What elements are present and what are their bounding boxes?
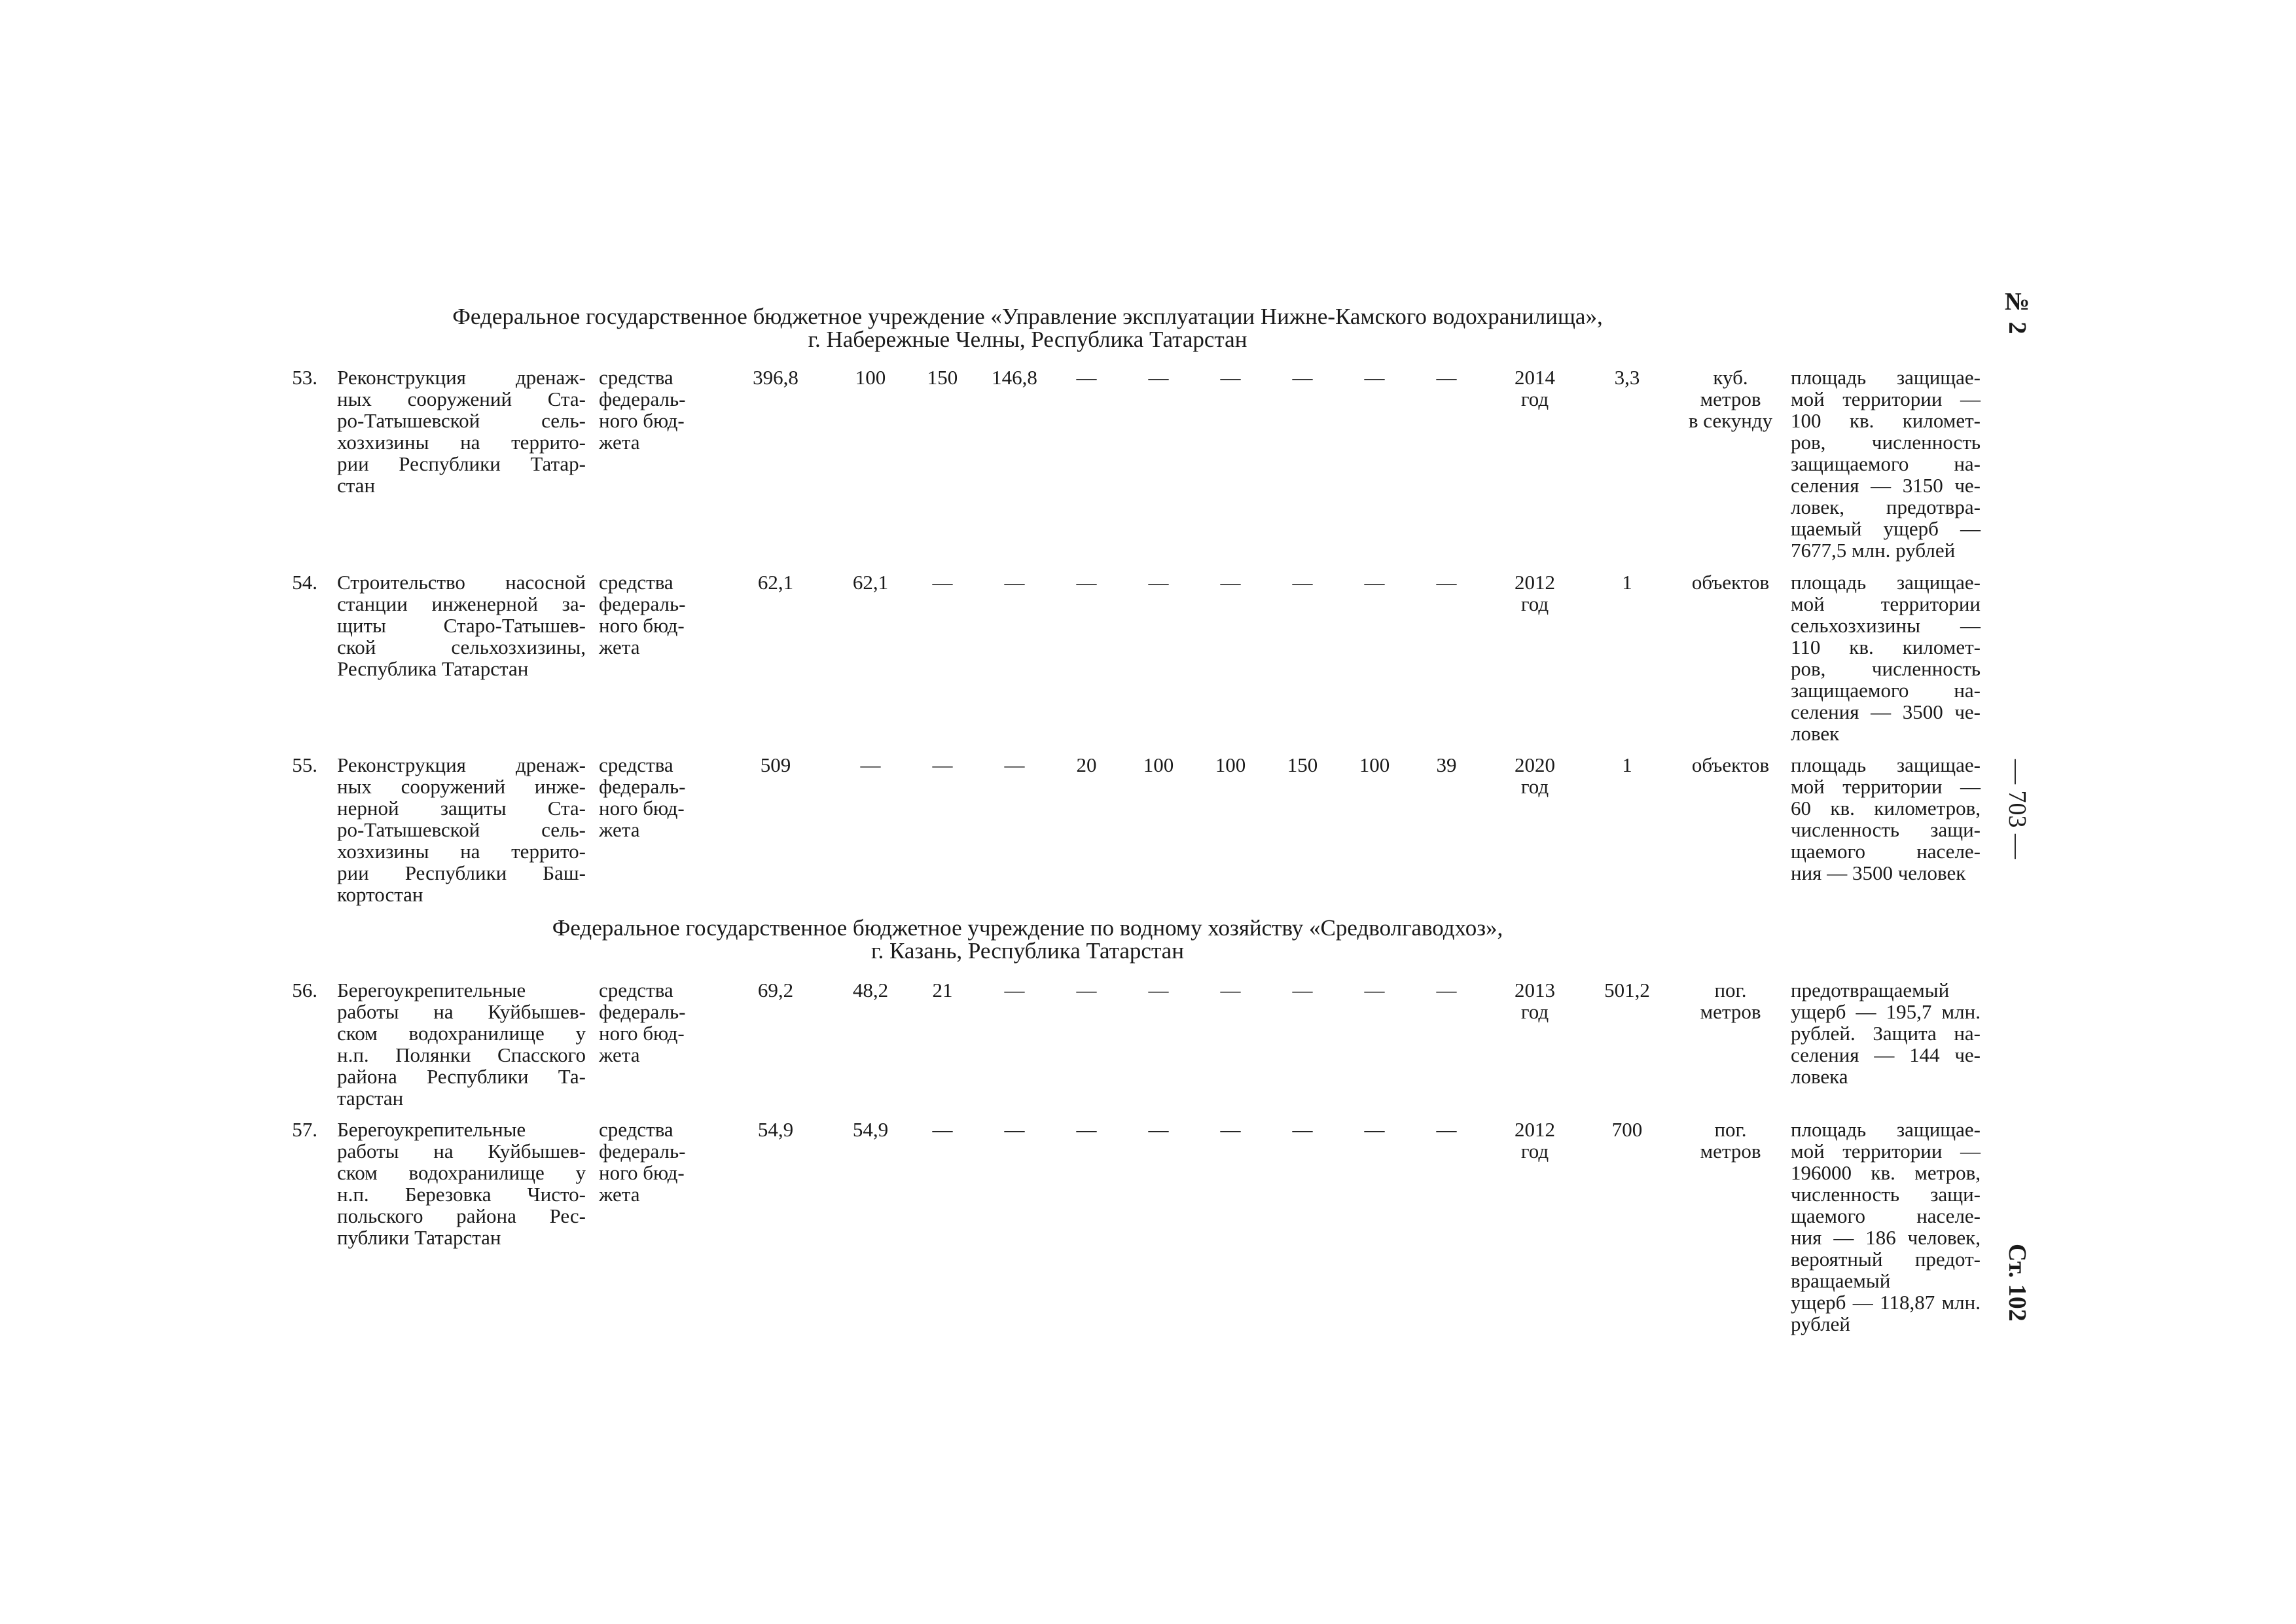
completion-year-cell <box>1499 571 1571 615</box>
cell-line: работы на Куйбышев- <box>337 1140 586 1163</box>
cell-line: площадь защищае- <box>1791 366 1981 389</box>
cell-line: селения — 3150 че- <box>1791 474 1981 497</box>
funding-source-cell <box>599 1119 717 1205</box>
cell-line: год <box>1520 1000 1549 1023</box>
row-number: 56. <box>292 979 317 1001</box>
cell-line: 2014 <box>1515 366 1555 389</box>
value-cell: — <box>1436 979 1457 1001</box>
cell-line: федераль- <box>599 1140 686 1163</box>
cell-line: селения — 3500 че- <box>1791 700 1981 723</box>
cell-line: ущерб — 195,7 млн. <box>1791 1000 1981 1023</box>
cell-line: польского района Рес- <box>337 1204 586 1227</box>
cell-line: средства <box>599 753 673 776</box>
capacity-unit-cell <box>1678 754 1783 776</box>
cell-line: публики Татарстан <box>337 1226 501 1249</box>
cell-line: Республика Татарстан <box>337 657 529 680</box>
cell-line: н.п. Полянки Спасского <box>337 1043 586 1066</box>
cell-line: численность защи- <box>1791 1183 1981 1206</box>
cell-line: ных сооружений инже- <box>337 775 586 798</box>
cell-line: тарстан <box>337 1087 404 1110</box>
page-number-label: — 703 — <box>2003 759 2031 859</box>
value-cell: 54,9 <box>757 1118 794 1141</box>
cell-line: ров, численность <box>1791 657 1981 680</box>
cell-line: год <box>1520 388 1549 410</box>
cell-line: ро-Татышевской сель- <box>337 409 586 432</box>
completion-year-cell <box>1499 1119 1571 1162</box>
cell-line: средства <box>599 571 673 594</box>
cell-line: ро-Татышевской сель- <box>337 818 586 841</box>
section-title <box>452 305 1604 351</box>
value-cell: — <box>1436 1118 1457 1141</box>
cell-line: ного бюд- <box>599 797 685 820</box>
value-cell: — <box>1364 979 1385 1001</box>
cell-line: федераль- <box>599 775 686 798</box>
cell-line: щаемый ущерб — <box>1791 517 1981 540</box>
cell-line: щиты Старо-Татышев- <box>337 614 586 637</box>
value-cell: — <box>1148 979 1169 1001</box>
cell-line: рублей. Защита на- <box>1791 1022 1981 1045</box>
cell-line: Реконструкция дренаж- <box>337 366 586 389</box>
value-cell: — <box>1220 366 1241 389</box>
cell-line: средства <box>599 1118 673 1141</box>
cell-line: вероятный предот- <box>1791 1248 1981 1271</box>
cell-line: год <box>1520 1140 1549 1163</box>
cell-line: сельхозхизины — <box>1791 614 1981 637</box>
value-cell: — <box>1076 366 1097 389</box>
cell-line: 196000 кв. метров, <box>1791 1161 1981 1184</box>
row-number: 54. <box>292 571 317 594</box>
value-cell: 150 <box>927 366 958 389</box>
value-cell: — <box>1220 1118 1241 1141</box>
cell-line: ных сооружений Ста- <box>337 388 586 410</box>
value-cell: 48,2 <box>852 979 889 1001</box>
value-cell: 100 <box>855 366 886 389</box>
capacity-quantity-cell: 501,2 <box>1604 979 1650 1001</box>
capacity-quantity-cell: 1 <box>1622 571 1632 594</box>
cell-line: ного бюд- <box>599 409 685 432</box>
cell-line: 7677,5 млн. рублей <box>1791 539 1956 562</box>
cell-line: жета <box>599 818 640 841</box>
value-cell: — <box>1220 979 1241 1001</box>
cell-line: 2012 <box>1515 1118 1555 1141</box>
cell-line: средства <box>599 366 673 389</box>
value-cell: 509 <box>760 753 791 776</box>
value-cell: — <box>1004 753 1025 776</box>
funding-source-cell <box>599 571 717 658</box>
cell-line: ного бюд- <box>599 1161 685 1184</box>
cell-line: ловека <box>1791 1065 1848 1088</box>
section-title-line: г. Набережные Челны, Республика Татарстан <box>808 327 1247 352</box>
value-cell: — <box>1076 979 1097 1001</box>
value-cell: — <box>932 1118 953 1141</box>
cell-line: метров <box>1700 1140 1761 1163</box>
value-cell: — <box>1292 979 1313 1001</box>
cell-line: жета <box>599 1183 640 1206</box>
value-cell: — <box>1364 571 1385 594</box>
value-cell: 54,9 <box>852 1118 889 1141</box>
cell-line: н.п. Березовка Чисто- <box>337 1183 586 1206</box>
funding-source-cell <box>599 754 717 840</box>
project-name-cell <box>337 1119 586 1248</box>
cell-line: 2020 <box>1515 753 1555 776</box>
value-cell: 100 <box>1359 753 1390 776</box>
cell-line: ловек <box>1791 722 1840 745</box>
value-cell: — <box>1220 571 1241 594</box>
value-cell: 69,2 <box>757 979 794 1001</box>
value-cell: — <box>860 753 881 776</box>
value-cell: 100 <box>1143 753 1174 776</box>
section-title-line: Федеральное государственное бюджетное учреждение «Управление эксплуатации Нижне-Камского водохранилища», <box>452 304 1603 329</box>
value-cell: 20 <box>1076 753 1097 776</box>
cell-line: Строительство насосной <box>337 571 586 594</box>
cell-line: станции инженерной за- <box>337 592 586 615</box>
value-cell: 62,1 <box>852 571 889 594</box>
value-cell: 62,1 <box>757 571 794 594</box>
capacity-unit-cell <box>1678 367 1783 431</box>
value-cell: — <box>1148 366 1169 389</box>
cell-line: 110 кв. километ- <box>1791 636 1981 659</box>
value-cell: — <box>1004 571 1025 594</box>
effect-description-cell <box>1791 571 1981 744</box>
cell-line: ния — 3500 человек <box>1791 861 1966 884</box>
value-cell: — <box>1436 571 1457 594</box>
value-cell: 39 <box>1436 753 1457 776</box>
cell-line: ской сельхозхизины, <box>337 636 586 659</box>
cell-line: ния — 186 человек, <box>1791 1226 1981 1249</box>
value-cell: — <box>932 571 953 594</box>
cell-line: 2012 <box>1515 571 1555 594</box>
value-cell: — <box>1292 366 1313 389</box>
cell-line: жета <box>599 636 640 659</box>
value-cell: — <box>1076 1118 1097 1141</box>
cell-line: нерной защиты Ста- <box>337 797 586 820</box>
cell-line: рии Республики Татар- <box>337 452 586 475</box>
capacity-quantity-cell: 1 <box>1622 753 1632 776</box>
cell-line: ров, численность <box>1791 431 1981 454</box>
value-cell: 146,8 <box>992 366 1037 389</box>
section-title <box>452 916 1604 962</box>
cell-line: хозхизины на террито- <box>337 431 586 454</box>
cell-line: щаемого населе- <box>1791 1204 1981 1227</box>
cell-line: год <box>1520 775 1549 798</box>
cell-line: федераль- <box>599 592 686 615</box>
value-cell: — <box>1076 571 1097 594</box>
cell-line: ного бюд- <box>599 614 685 637</box>
value-cell: — <box>1364 1118 1385 1141</box>
cell-line: ском водохранилище у <box>337 1022 586 1045</box>
cell-line: мой территории — <box>1791 1140 1981 1163</box>
cell-line: федераль- <box>599 1000 686 1023</box>
value-cell: — <box>1004 1118 1025 1141</box>
cell-line: рии Республики Баш- <box>337 861 586 884</box>
cell-line: ловек, предотвра- <box>1791 496 1981 518</box>
effect-description-cell <box>1791 979 1981 1087</box>
value-cell: — <box>1364 366 1385 389</box>
issue-number-label: № 2 <box>2003 288 2031 334</box>
cell-line: в секунду <box>1688 409 1773 432</box>
cell-line: объектов <box>1691 571 1770 594</box>
cell-line: вращаемый <box>1791 1269 1891 1292</box>
cell-line: численность защи- <box>1791 818 1981 841</box>
cell-line: защищаемого на- <box>1791 679 1981 702</box>
value-cell: — <box>1292 1118 1313 1141</box>
cell-line: жета <box>599 431 640 454</box>
cell-line: 60 кв. километров, <box>1791 797 1981 820</box>
value-cell: — <box>1148 1118 1169 1141</box>
effect-description-cell <box>1791 1119 1981 1335</box>
section-title-line: г. Казань, Республика Татарстан <box>871 938 1184 964</box>
cell-line: Реконструкция дренаж- <box>337 753 586 776</box>
value-cell: 150 <box>1287 753 1318 776</box>
cell-line: мой территории — <box>1791 388 1981 410</box>
cell-line: кортостан <box>337 883 423 906</box>
cell-line: 100 кв. километ- <box>1791 409 1981 432</box>
effect-description-cell <box>1791 367 1981 561</box>
cell-line: Берегоукрепительные <box>337 1118 526 1141</box>
cell-line: федераль- <box>599 388 686 410</box>
completion-year-cell <box>1499 754 1571 797</box>
cell-line: объектов <box>1691 753 1770 776</box>
cell-line: метров <box>1700 1000 1761 1023</box>
cell-line: Берегоукрепительные <box>337 979 526 1001</box>
capacity-quantity-cell: 700 <box>1611 1118 1643 1141</box>
cell-line: работы на Куйбышев- <box>337 1000 586 1023</box>
article-number-label: Ст. 102 <box>2003 1244 2031 1322</box>
value-cell: — <box>1148 571 1169 594</box>
project-name-cell <box>337 754 586 905</box>
completion-year-cell <box>1499 367 1571 410</box>
cell-line: куб. <box>1713 366 1748 389</box>
cell-line: района Республики Та- <box>337 1065 586 1088</box>
value-cell: — <box>1292 571 1313 594</box>
cell-line: мой территории <box>1791 592 1981 615</box>
cell-line: метров <box>1700 388 1761 410</box>
capacity-unit-cell <box>1678 979 1783 1022</box>
value-cell: — <box>1004 979 1025 1001</box>
value-cell: 396,8 <box>753 366 798 389</box>
row-number: 53. <box>292 366 317 389</box>
capacity-quantity-cell: 3,3 <box>1614 366 1640 389</box>
cell-line: ущерб — 118,87 млн. <box>1791 1291 1981 1314</box>
project-name-cell <box>337 367 586 496</box>
value-cell: 100 <box>1215 753 1246 776</box>
capacity-unit-cell <box>1678 571 1783 593</box>
row-number: 55. <box>292 753 317 776</box>
cell-line: ного бюд- <box>599 1022 685 1045</box>
cell-line: площадь защищае- <box>1791 753 1981 776</box>
cell-line: пог. <box>1714 1118 1747 1141</box>
cell-line: жета <box>599 1043 640 1066</box>
cell-line: год <box>1520 592 1549 615</box>
cell-line: средства <box>599 979 673 1001</box>
value-cell: — <box>932 753 953 776</box>
cell-line: площадь защищае- <box>1791 1118 1981 1141</box>
funding-source-cell <box>599 367 717 453</box>
cell-line: мой территории — <box>1791 775 1981 798</box>
cell-line: хозхизины на террито- <box>337 840 586 863</box>
project-name-cell <box>337 979 586 1109</box>
cell-line: щаемого населе- <box>1791 840 1981 863</box>
capacity-unit-cell <box>1678 1119 1783 1162</box>
completion-year-cell <box>1499 979 1571 1022</box>
effect-description-cell <box>1791 754 1981 884</box>
funding-source-cell <box>599 979 717 1066</box>
cell-line: площадь защищае- <box>1791 571 1981 594</box>
cell-line: селения — 144 че- <box>1791 1043 1981 1066</box>
cell-line: защищаемого на- <box>1791 452 1981 475</box>
row-number: 57. <box>292 1118 317 1141</box>
value-cell: 21 <box>932 979 953 1001</box>
cell-line: пог. <box>1714 979 1747 1001</box>
section-title-line: Федеральное государственное бюджетное учреждение по водному хозяйству «Средволгаводхоз», <box>552 915 1503 941</box>
cell-line: предотвращаемый <box>1791 979 1950 1001</box>
project-name-cell <box>337 571 586 679</box>
value-cell: — <box>1436 366 1457 389</box>
cell-line: 2013 <box>1515 979 1555 1001</box>
cell-line: ском водохранилище у <box>337 1161 586 1184</box>
cell-line: стан <box>337 474 376 497</box>
cell-line: рублей <box>1791 1312 1851 1335</box>
